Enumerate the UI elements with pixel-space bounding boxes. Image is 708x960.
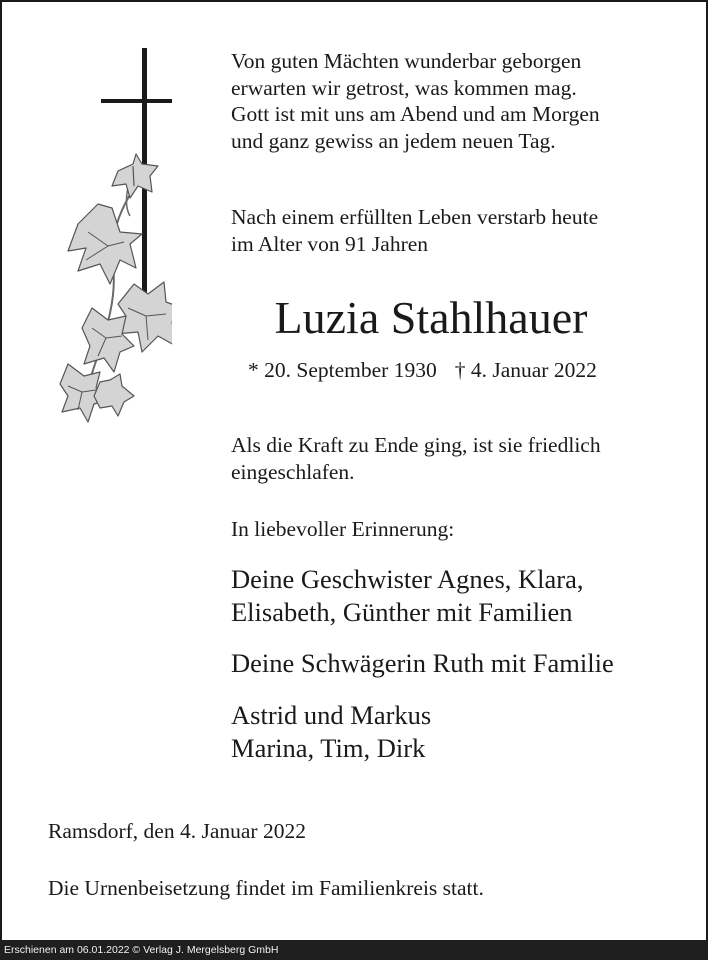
mourner-line: Astrid und Markus — [231, 700, 432, 730]
passing-statement — [231, 432, 601, 485]
mourner-group-family — [231, 699, 431, 765]
ivy-icon — [60, 154, 172, 422]
poem-line: und ganz gewiss an jedem neuen Tag. — [231, 128, 556, 153]
mourner-group-sister-in-law — [231, 647, 614, 680]
memory-label: In liebevoller Erinnerung: — [231, 517, 455, 541]
mourner-line: Deine Schwägerin Ruth mit Familie — [231, 648, 614, 678]
death-date: † 4. Januar 2022 — [454, 358, 597, 382]
poem-line: Gott ist mit uns am Abend und am Morgen — [231, 102, 600, 126]
mourner-group-siblings — [231, 563, 583, 629]
poem-line: erwarten wir getrost, was kommen mag. — [231, 75, 577, 100]
death-announcement — [231, 204, 598, 257]
cross-with-ivy-ornament — [38, 46, 172, 426]
passing-line: eingeschlafen. — [231, 459, 355, 484]
place-and-date: Ramsdorf, den 4. Januar 2022 — [48, 819, 306, 843]
announcement-line: im Alter von 91 Jahren — [231, 231, 429, 256]
burial-notice: Die Urnenbeisetzung findet im Familienkreis statt. — [48, 876, 484, 900]
mourner-line: Deine Geschwister Agnes, Klara, — [231, 564, 584, 594]
publication-footer: Erschienen am 06.01.2022 © Verlag J. Mergelsberg GmbH — [0, 940, 708, 960]
mourner-line: Marina, Tim, Dirk — [231, 733, 426, 763]
passing-line: Als die Kraft zu Ende ging, ist sie friedlich — [231, 433, 601, 457]
announcement-line: Nach einem erfüllten Leben verstarb heute — [231, 205, 599, 229]
poem — [231, 48, 600, 154]
mourner-line: Elisabeth, Günther mit Familien — [231, 597, 573, 627]
deceased-name: Luzia Stahlhauer — [274, 292, 588, 343]
poem-line: Von guten Mächten wunderbar geborgen — [231, 49, 582, 73]
life-dates — [248, 356, 597, 384]
birth-date: * 20. September 1930 — [248, 358, 437, 382]
